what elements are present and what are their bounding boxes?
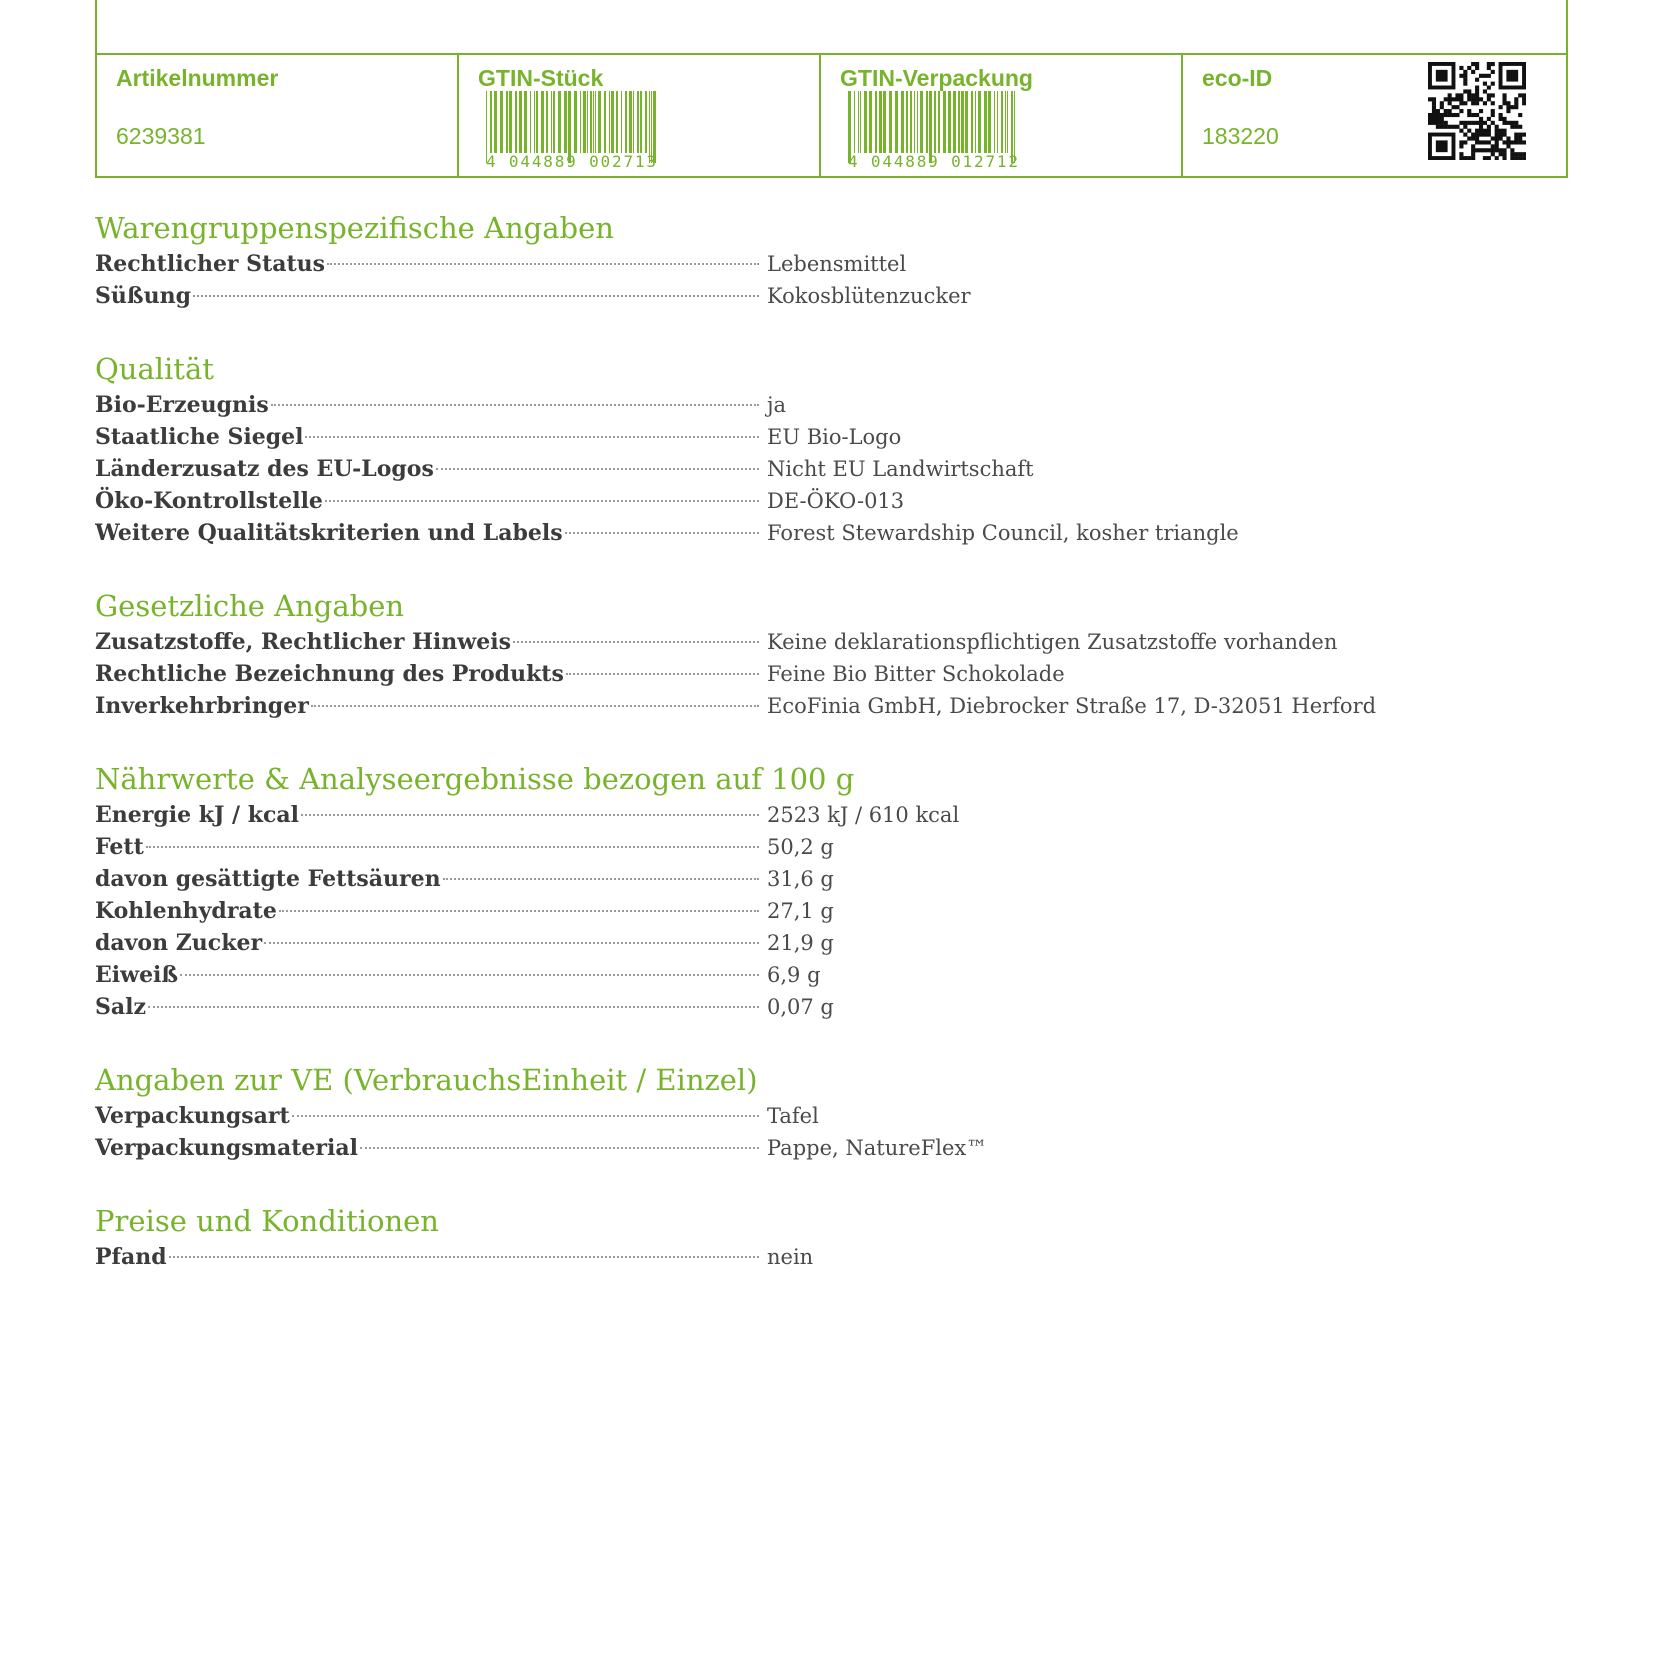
detail-label: Bio-Erzeugnis <box>95 392 269 418</box>
dotted-leader <box>327 263 759 265</box>
detail-value: Tafel <box>767 1104 819 1128</box>
detail-label-group <box>95 1100 765 1132</box>
detail-label-group <box>95 690 765 722</box>
section <box>95 349 1568 549</box>
detail-row <box>95 895 1568 927</box>
detail-label-group <box>95 280 765 312</box>
dotted-leader <box>325 500 759 502</box>
detail-row <box>95 1100 1568 1132</box>
detail-label: Inverkehrbringer <box>95 693 309 719</box>
section <box>95 1201 1568 1273</box>
article-number-label: Artikelnummer <box>116 65 279 91</box>
section-title: Angaben zur VE (VerbrauchsEinheit / Einzel) <box>95 1063 758 1097</box>
detail-value: Nicht EU Landwirtschaft <box>767 457 1034 481</box>
detail-label: Verpackungsart <box>95 1103 290 1129</box>
dotted-leader <box>271 404 759 406</box>
section <box>95 759 1568 1023</box>
detail-value: 2523 kJ / 610 kcal <box>767 803 960 827</box>
detail-row <box>95 927 1568 959</box>
detail-row <box>95 453 1568 485</box>
detail-row <box>95 626 1568 658</box>
detail-label-group <box>95 927 765 959</box>
dotted-leader <box>279 910 759 912</box>
detail-value: Forest Stewardship Council, kosher triangle <box>767 521 1239 545</box>
section-title: Qualität <box>95 352 214 386</box>
dotted-leader <box>513 641 759 643</box>
detail-label-group <box>95 863 765 895</box>
dotted-leader <box>305 436 759 438</box>
detail-label-group <box>95 389 765 421</box>
detail-label: Eiweiß <box>95 962 179 988</box>
article-number-cell <box>97 55 457 176</box>
detail-row <box>95 421 1568 453</box>
eco-id-cell <box>1181 55 1566 176</box>
barcode-digits: 4 044889 002713 <box>486 152 656 171</box>
detail-value: ja <box>767 393 787 417</box>
gtin-piece-barcode <box>486 91 666 171</box>
gtin-pack-label: GTIN-Verpackung <box>840 65 1033 91</box>
detail-label-group <box>95 517 765 549</box>
detail-row <box>95 863 1568 895</box>
detail-value: EU Bio-Logo <box>767 425 902 449</box>
detail-value: EcoFinia GmbH, Diebrocker Straße 17, D-32051 Herford <box>767 694 1377 718</box>
qr-code-icon <box>1428 62 1526 160</box>
section <box>95 586 1568 722</box>
detail-label: Verpackungsmaterial <box>95 1135 358 1161</box>
detail-label-group <box>95 658 765 690</box>
section <box>95 208 1568 312</box>
detail-row <box>95 248 1568 280</box>
detail-row <box>95 959 1568 991</box>
detail-label: Salz <box>95 994 146 1020</box>
detail-label: Weitere Qualitätskriterien und Labels <box>95 520 563 546</box>
gtin-piece-label: GTIN-Stück <box>478 65 604 91</box>
dotted-leader <box>436 468 759 470</box>
section-title: Gesetzliche Angaben <box>95 589 405 623</box>
detail-label-group <box>95 485 765 517</box>
detail-value: 31,6 g <box>767 867 834 891</box>
dotted-leader <box>301 814 759 816</box>
detail-label: davon gesättigte Fettsäuren <box>95 866 441 892</box>
detail-value: 50,2 g <box>767 835 834 859</box>
detail-row <box>95 485 1568 517</box>
dotted-leader <box>180 974 759 976</box>
product-code-box <box>95 0 1568 178</box>
detail-row <box>95 1132 1568 1164</box>
eco-id-value: 183220 <box>1202 123 1279 149</box>
detail-label-group <box>95 991 765 1023</box>
detail-value: Lebensmittel <box>767 252 907 276</box>
detail-value: nein <box>767 1245 814 1269</box>
detail-label: Rechtlicher Status <box>95 251 326 277</box>
dotted-leader <box>360 1147 759 1149</box>
detail-row <box>95 1241 1568 1273</box>
gtin-pack-barcode <box>848 91 1028 171</box>
detail-label-group <box>95 831 765 863</box>
product-details <box>95 208 1568 1310</box>
detail-label: Staatliche Siegel <box>95 424 304 450</box>
detail-value: Feine Bio Bitter Schokolade <box>767 662 1065 686</box>
detail-row <box>95 389 1568 421</box>
section <box>95 1060 1568 1164</box>
detail-label-group <box>95 248 765 280</box>
product-code-row <box>97 53 1566 176</box>
detail-value: DE-ÖKO-013 <box>767 489 905 513</box>
barcode-digits: 4 044889 012712 <box>848 152 1018 171</box>
detail-label-group <box>95 626 765 658</box>
dotted-leader <box>169 1256 759 1258</box>
detail-label-group <box>95 421 765 453</box>
detail-label: Rechtliche Bezeichnung des Produkts <box>95 661 564 687</box>
detail-row <box>95 658 1568 690</box>
dotted-leader <box>443 878 759 880</box>
detail-value: Kokosblütenzucker <box>767 284 971 308</box>
detail-label: Öko-Kontrollstelle <box>95 488 323 514</box>
detail-label: Länderzusatz des EU-Logos <box>95 456 434 482</box>
detail-label-group <box>95 895 765 927</box>
gtin-piece-cell <box>457 55 819 176</box>
detail-value: 6,9 g <box>767 963 821 987</box>
section-title: Warengruppenspezifische Angaben <box>95 211 614 245</box>
dotted-leader <box>311 705 759 707</box>
detail-label-group <box>95 959 765 991</box>
dotted-leader <box>264 942 759 944</box>
dotted-leader <box>146 846 759 848</box>
section-title: Preise und Konditionen <box>95 1204 439 1238</box>
dotted-leader <box>565 532 759 534</box>
detail-row <box>95 831 1568 863</box>
dotted-leader <box>193 295 759 297</box>
detail-row <box>95 690 1568 722</box>
gtin-pack-cell <box>819 55 1181 176</box>
detail-label: Zusatzstoffe, Rechtlicher Hinweis <box>95 629 511 655</box>
detail-value: 21,9 g <box>767 931 834 955</box>
detail-row <box>95 799 1568 831</box>
detail-label: Kohlenhydrate <box>95 898 277 924</box>
section-title: Nährwerte & Analyseergebnisse bezogen auf 100 g <box>95 762 855 796</box>
detail-row <box>95 280 1568 312</box>
dotted-leader <box>566 673 759 675</box>
detail-label-group <box>95 1132 765 1164</box>
detail-label: Fett <box>95 834 144 860</box>
dotted-leader <box>148 1006 759 1008</box>
detail-row <box>95 517 1568 549</box>
detail-label-group <box>95 1241 765 1273</box>
detail-label: Süßung <box>95 283 191 309</box>
detail-value: Pappe, NatureFlex™ <box>767 1136 988 1160</box>
eco-id-label: eco-ID <box>1202 65 1273 91</box>
detail-label: Pfand <box>95 1244 167 1270</box>
detail-value: Keine deklarationspflichtigen Zusatzstoffe vorhanden <box>767 630 1338 654</box>
dotted-leader <box>292 1115 759 1117</box>
article-number-value: 6239381 <box>116 123 206 149</box>
detail-value: 27,1 g <box>767 899 834 923</box>
detail-row <box>95 991 1568 1023</box>
detail-label-group <box>95 453 765 485</box>
detail-label-group <box>95 799 765 831</box>
detail-label: Energie kJ / kcal <box>95 802 300 828</box>
detail-value: 0,07 g <box>767 995 834 1019</box>
detail-label: davon Zucker <box>95 930 263 956</box>
